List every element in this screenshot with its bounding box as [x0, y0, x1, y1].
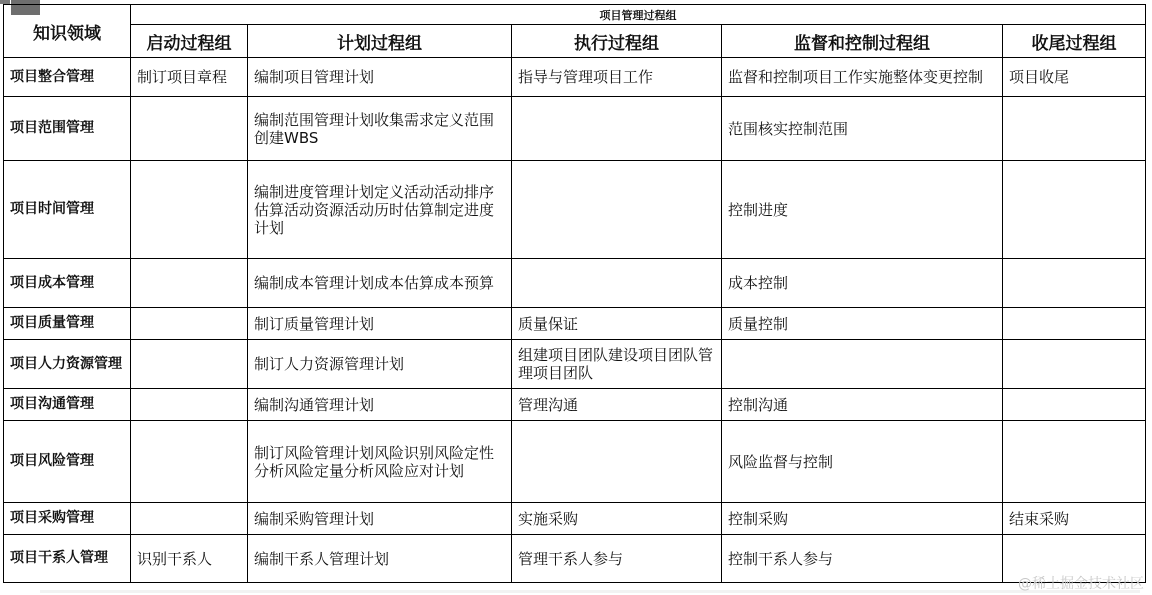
knowledge-area-cell: 项目质量管理 [4, 308, 131, 340]
table-cell [131, 161, 248, 259]
bottom-shadow-bar [40, 590, 1140, 593]
table-row [4, 503, 1146, 535]
table-row [4, 340, 1146, 389]
table-cell [1003, 161, 1146, 259]
table-cell: 编制成本管理计划成本估算成本预算 [248, 259, 512, 308]
table-cell [131, 308, 248, 340]
knowledge-area-cell: 项目整合管理 [4, 58, 131, 97]
table-cell: 控制采购 [722, 503, 1003, 535]
knowledge-area-cell: 项目干系人管理 [4, 535, 131, 583]
table-row [4, 308, 1146, 340]
table-cell: 编制沟通管理计划 [248, 389, 512, 421]
knowledge-area-cell: 项目范围管理 [4, 97, 131, 161]
table-cell [512, 161, 722, 259]
table-cell: 编制干系人管理计划 [248, 535, 512, 583]
table-cell [1003, 389, 1146, 421]
table-row [4, 535, 1146, 583]
table-cell [1003, 421, 1146, 503]
table-cell [1003, 308, 1146, 340]
process-group-table [3, 4, 1146, 583]
table-cell: 管理干系人参与 [512, 535, 722, 583]
table-row [4, 259, 1146, 308]
table-cell: 范围核实控制范围 [722, 97, 1003, 161]
table-cell: 编制采购管理计划 [248, 503, 512, 535]
table-row [4, 97, 1146, 161]
table-cell: 组建项目团队建设项目团队管理项目团队 [512, 340, 722, 389]
knowledge-area-cell: 项目成本管理 [4, 259, 131, 308]
table-cell [131, 340, 248, 389]
table-cell [1003, 340, 1146, 389]
table-cell: 质量控制 [722, 308, 1003, 340]
table-cell: 管理沟通 [512, 389, 722, 421]
table-cell: 成本控制 [722, 259, 1003, 308]
header-process-groups: 项目管理过程组 [131, 5, 1146, 25]
table-cell: 制订项目章程 [131, 58, 248, 97]
table-cell [131, 503, 248, 535]
table-cell: 项目收尾 [1003, 58, 1146, 97]
table-cell: 制订质量管理计划 [248, 308, 512, 340]
table-cell: 制订人力资源管理计划 [248, 340, 512, 389]
table-cell: 识别干系人 [131, 535, 248, 583]
table-cell: 控制沟通 [722, 389, 1003, 421]
knowledge-area-cell: 项目人力资源管理 [4, 340, 131, 389]
table-row [4, 58, 1146, 97]
table-cell [1003, 97, 1146, 161]
table-cell: 风险监督与控制 [722, 421, 1003, 503]
watermark: @稀土掘金技术社区 [1018, 576, 1144, 592]
table-cell [131, 259, 248, 308]
table-cell: 结束采购 [1003, 503, 1146, 535]
table-cell [512, 259, 722, 308]
column-header-monitoring: 监督和控制过程组 [722, 25, 1003, 58]
column-header-initiating: 启动过程组 [131, 25, 248, 58]
table-cell [131, 97, 248, 161]
table-cell: 制订风险管理计划风险识别风险定性分析风险定量分析风险应对计划 [248, 421, 512, 503]
table-cell: 指导与管理项目工作 [512, 58, 722, 97]
knowledge-area-cell: 项目风险管理 [4, 421, 131, 503]
header-row-top [4, 5, 1146, 25]
table-row [4, 421, 1146, 503]
column-header-planning: 计划过程组 [248, 25, 512, 58]
knowledge-area-cell: 项目时间管理 [4, 161, 131, 259]
table-cell: 编制项目管理计划 [248, 58, 512, 97]
table-cell: 控制进度 [722, 161, 1003, 259]
table-cell [722, 340, 1003, 389]
knowledge-area-cell: 项目沟通管理 [4, 389, 131, 421]
table-cell [131, 421, 248, 503]
header-row-columns [4, 25, 1146, 58]
table-cell: 实施采购 [512, 503, 722, 535]
column-header-closing: 收尾过程组 [1003, 25, 1146, 58]
header-knowledge-area: 知识领域 [4, 5, 131, 58]
table-row [4, 389, 1146, 421]
table-cell: 监督和控制项目工作实施整体变更控制 [722, 58, 1003, 97]
table-cell: 编制进度管理计划定义活动活动排序估算活动资源活动历时估算制定进度计划 [248, 161, 512, 259]
table-cell [512, 97, 722, 161]
table-cell [131, 389, 248, 421]
table-cell: 控制干系人参与 [722, 535, 1003, 583]
table-cell: 质量保证 [512, 308, 722, 340]
table-cell [512, 421, 722, 503]
table-cell: 编制范围管理计划收集需求定义范围创建WBS [248, 97, 512, 161]
column-header-executing: 执行过程组 [512, 25, 722, 58]
table-cell [1003, 259, 1146, 308]
knowledge-area-cell: 项目采购管理 [4, 503, 131, 535]
table-row [4, 161, 1146, 259]
